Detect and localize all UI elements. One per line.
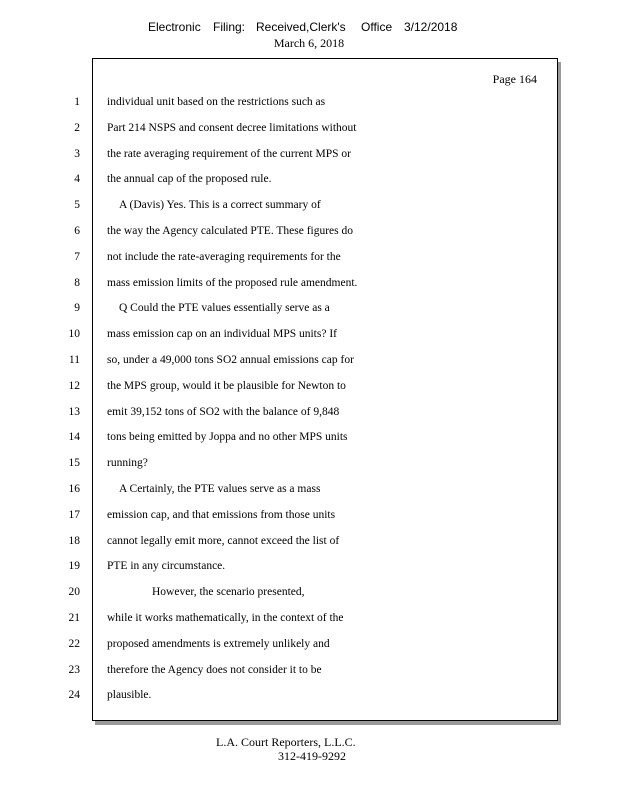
transcript-line: individual unit based on the restrictions such as: [107, 96, 326, 108]
transcript-line: not include the rate-averaging requirements for the: [107, 250, 341, 263]
stamp-word-filing: Filing:: [213, 20, 246, 34]
line-number: 6: [74, 224, 80, 237]
transcript-line: A (Davis) Yes. This is a correct summary of: [119, 199, 321, 212]
stamp-word-received: Received,Clerk's: [256, 20, 346, 34]
stamp-word-office: Office: [361, 20, 393, 34]
line-number: 3: [74, 147, 80, 160]
line-number: 16: [68, 482, 80, 495]
transcript-line: so, under a 49,000 tons SO2 annual emissions cap for: [107, 353, 354, 366]
line-number: 1: [74, 96, 80, 108]
line-number: 18: [68, 534, 80, 547]
transcript-line: plausible.: [107, 689, 152, 702]
line-number: 8: [74, 276, 80, 289]
line-number: 24: [68, 689, 80, 702]
transcript-line: Part 214 NSPS and consent decree limitations without: [107, 121, 357, 134]
court-reporter-name: L.A. Court Reporters, L.L.C.: [216, 735, 356, 749]
line-number: 22: [68, 637, 80, 650]
transcript-line: therefore the Agency does not consider it to be: [107, 663, 322, 676]
transcript-line: the way the Agency calculated PTE. These figures do: [107, 224, 353, 237]
line-number: 9: [74, 302, 80, 315]
line-number: 12: [68, 379, 80, 392]
transcript-line: PTE in any circumstance.: [107, 560, 226, 573]
transcript-line: the rate averaging requirement of the current MPS or: [107, 147, 351, 160]
stamp-word-electronic: Electronic: [148, 20, 201, 34]
line-number-column: [50, 95, 80, 714]
transcript-line: Q Could the PTE values essentially serve as a: [119, 302, 330, 315]
stamp-date: 3/12/2018: [404, 20, 458, 34]
line-number: 2: [74, 121, 80, 134]
line-number: 20: [68, 586, 80, 599]
line-number: 11: [68, 353, 80, 366]
page-number: Page 164: [492, 72, 537, 86]
line-number: 14: [68, 431, 80, 444]
transcript-line: emit 39,152 tons of SO2 with the balance of 9,848: [107, 405, 340, 418]
line-number: 13: [68, 405, 80, 418]
transcript-line: mass emission cap on an individual MPS units? If: [107, 328, 337, 341]
line-number: 4: [74, 173, 80, 186]
line-number: 15: [68, 457, 80, 470]
transcript-line: mass emission limits of the proposed rule amendment.: [107, 276, 358, 289]
transcript-line: while it works mathematically, in the context of the: [107, 611, 344, 624]
line-number: 19: [68, 560, 80, 573]
line-number: 7: [74, 250, 80, 263]
transcript-line: the annual cap of the proposed rule.: [107, 173, 272, 186]
transcript-line: the MPS group, would it be plausible for Newton to: [107, 379, 346, 392]
transcript-line: tons being emitted by Joppa and no other MPS units: [107, 431, 348, 444]
line-number: 17: [68, 508, 80, 521]
line-number: 5: [74, 199, 80, 212]
transcript-line: A Certainly, the PTE values serve as a mass: [119, 482, 321, 495]
transcript-line: emission cap, and that emissions from those units: [107, 508, 336, 521]
transcript-line: proposed amendments is extremely unlikely and: [107, 637, 330, 650]
transcript-line: running?: [107, 457, 148, 470]
transcript-line: However, the scenario presented,: [152, 586, 305, 599]
filed-date: March 6, 2018: [273, 36, 345, 50]
transcript-line: cannot legally emit more, cannot exceed the list of: [107, 534, 340, 547]
transcript-text-column: [107, 95, 547, 714]
line-number: 21: [68, 611, 80, 624]
line-number: 23: [68, 663, 80, 676]
court-reporter-phone: 312-419-9292: [278, 749, 346, 763]
line-number: 10: [68, 328, 80, 341]
